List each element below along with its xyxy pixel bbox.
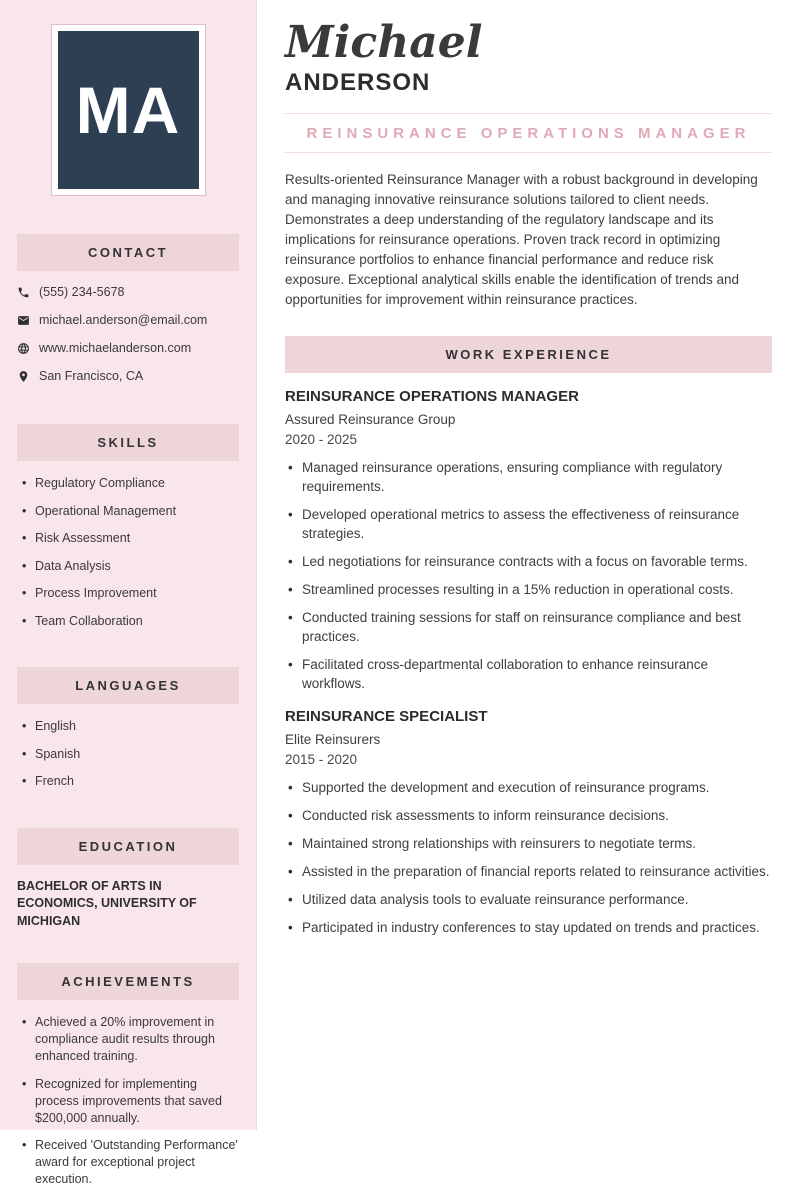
skills-list (22, 475, 239, 630)
headline-title: REINSURANCE OPERATIONS MANAGER (306, 125, 751, 142)
job-bullet: • Managed reinsurance operations, ensuring compliance with regulatory requirements. (285, 458, 772, 496)
contact-phone-text: (555) 234-5678 (39, 285, 125, 299)
job-bullet: • Facilitated cross-departmental collaboration to enhance reinsurance workflows. (285, 655, 772, 693)
sidebar (0, 0, 257, 1186)
skill-item: • Risk Assessment (22, 530, 239, 547)
job-bullet: • Developed operational metrics to assess the effectiveness of reinsurance strategies. (285, 505, 772, 543)
main-column (257, 0, 800, 1130)
job-bullet-list (285, 778, 772, 937)
education-section-header: EDUCATION (17, 828, 239, 865)
contact-row-phone (17, 285, 239, 299)
job-bullet: • Participated in industry conferences to stay updated on trends and practices. (285, 918, 772, 937)
headline-rule-bottom (285, 152, 772, 153)
job-bullet: • Supported the development and execution of reinsurance programs. (285, 778, 772, 797)
contact-section-header: CONTACT (17, 234, 239, 271)
language-item: • Spanish (22, 746, 239, 763)
achievements-section-header: ACHIEVEMENTS (17, 963, 239, 1000)
language-item: • English (22, 718, 239, 735)
job-dates: 2020 - 2025 (285, 432, 358, 447)
contact-location-text: San Francisco, CA (39, 369, 144, 383)
job-bullet-list (285, 458, 772, 693)
summary-paragraph: Results-oriented Reinsurance Manager with a robust background in developing and managing innovative reinsurance solutions tailored to client needs. Demonstrates a deep understanding of the regulatory landscape and its implications for reinsurance operations. Proven track record in optimizing reinsurance portfolios to enhance financial performance and reduce risk exposure. Exceptional analytical skills enable the identification of trends and opportunities for improvement within reinsurance practices. (285, 172, 758, 307)
job-bullet: • Conducted training sessions for staff on reinsurance compliance and best practices. (285, 608, 772, 646)
achievement-item: • Achieved a 20% improvement in compliance audit results through enhanced training. (22, 1014, 239, 1065)
globe-icon (17, 342, 30, 355)
last-name: ANDERSON (285, 69, 431, 96)
job-entry (285, 388, 772, 693)
first-name: Michael (285, 17, 483, 68)
skill-item: • Data Analysis (22, 558, 239, 575)
education-degree: BACHELOR OF ARTS IN ECONOMICS, UNIVERSITY OF MICHIGAN (17, 878, 197, 928)
languages-list (22, 718, 239, 790)
job-bullet: • Conducted risk assessments to inform reinsurance decisions. (285, 806, 772, 825)
skill-item: • Process Improvement (22, 585, 239, 602)
job-bullet: • Utilized data analysis tools to evaluate reinsurance performance. (285, 890, 772, 909)
work-experience-header: WORK EXPERIENCE (285, 336, 772, 373)
location-icon (17, 370, 30, 383)
skills-section-header: SKILLS (17, 424, 239, 461)
job-bullet: • Maintained strong relationships with reinsurers to negotiate terms. (285, 834, 772, 853)
language-item: • French (22, 773, 239, 790)
monogram-avatar: MA (58, 31, 199, 189)
achievement-item: • Recognized for implementing process improvements that saved $200,000 annually. (22, 1076, 239, 1127)
job-bullet: • Assisted in the preparation of financial reports related to reinsurance activities. (285, 862, 772, 881)
phone-icon (17, 286, 30, 299)
job-company: Elite Reinsurers (285, 732, 381, 747)
skill-item: • Regulatory Compliance (22, 475, 239, 492)
job-company: Assured Reinsurance Group (285, 412, 456, 427)
skill-item: • Team Collaboration (22, 613, 239, 630)
contact-row-email (17, 313, 239, 327)
contact-row-location (17, 369, 239, 383)
skill-item: • Operational Management (22, 503, 239, 520)
job-title: REINSURANCE OPERATIONS MANAGER (285, 388, 579, 405)
languages-section-header: LANGUAGES (17, 667, 239, 704)
monogram-frame (51, 24, 206, 196)
job-bullet: • Led negotiations for reinsurance contracts with a focus on favorable terms. (285, 552, 772, 571)
email-icon (17, 314, 30, 327)
job-dates: 2015 - 2020 (285, 752, 358, 767)
job-entry (285, 708, 772, 937)
contact-list (17, 285, 239, 383)
achievement-item: • Received 'Outstanding Performance' award for exceptional project execution. (22, 1137, 239, 1188)
contact-row-website (17, 341, 239, 355)
contact-website-text: www.michaelanderson.com (39, 341, 192, 355)
contact-email-text: michael.anderson@email.com (39, 313, 208, 327)
job-bullet: • Streamlined processes resulting in a 15% reduction in operational costs. (285, 580, 772, 599)
achievements-list (22, 1014, 239, 1188)
job-title: REINSURANCE SPECIALIST (285, 708, 488, 725)
